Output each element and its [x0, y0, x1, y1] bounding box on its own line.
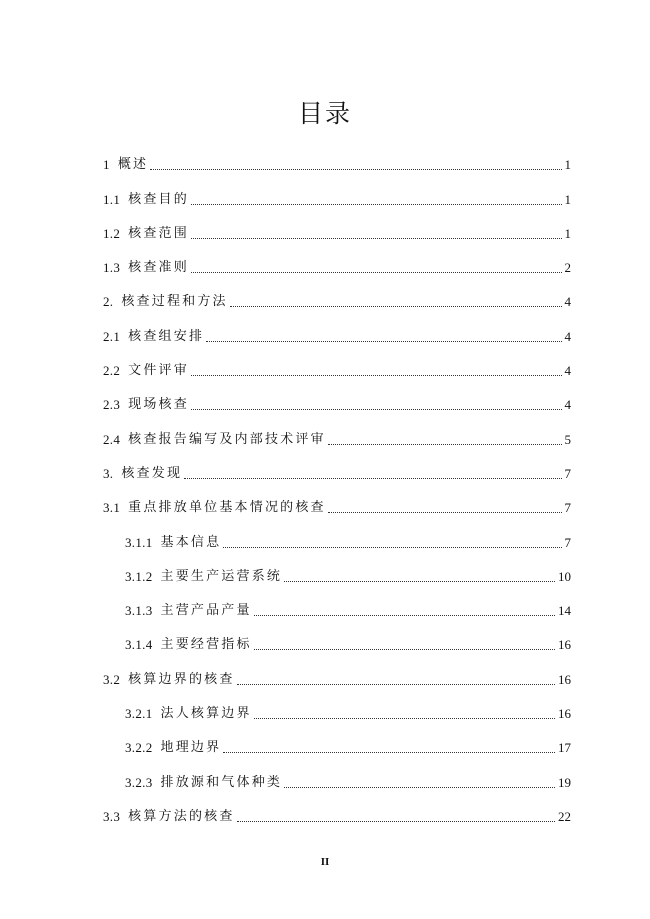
toc-entry[interactable] — [103, 551, 571, 585]
toc-entry-page: 22 — [558, 808, 571, 824]
toc-entry-number: 3.2 — [103, 671, 121, 687]
toc-dot-leader — [328, 443, 562, 445]
toc-dot-leader — [191, 374, 562, 376]
toc-entry-title: 地理边界 — [160, 740, 222, 756]
toc-entry[interactable] — [103, 482, 571, 516]
toc-entry-number: 2.4 — [103, 431, 121, 447]
toc-entry-page: 4 — [564, 363, 571, 379]
toc-entry-number: 2.1 — [103, 328, 121, 344]
toc-entry-number: 3.1.1 — [125, 534, 153, 550]
toc-dot-leader — [191, 408, 562, 410]
toc-entry[interactable] — [103, 379, 571, 413]
toc-entry-title: 法人核算边界 — [160, 706, 252, 722]
toc-entry-number: 3.1.4 — [125, 637, 153, 653]
toc-entry-page: 7 — [564, 534, 571, 550]
toc-entry-title: 核查报告编写及内部技术评审 — [128, 431, 326, 447]
toc-entry-page: 7 — [564, 500, 571, 516]
toc-dot-leader — [254, 614, 555, 616]
toc-entry[interactable] — [103, 139, 571, 173]
toc-entry-number: 3.2.2 — [125, 740, 153, 756]
toc-entry-page: 5 — [564, 431, 571, 447]
toc-entry[interactable] — [103, 208, 571, 242]
toc-entry-title: 核算方法的核查 — [128, 808, 235, 824]
toc-entry-title: 核查发现 — [121, 465, 183, 481]
toc-entry-page: 2 — [564, 260, 571, 276]
toc-entry[interactable] — [103, 276, 571, 310]
toc-entry-number: 2.2 — [103, 363, 121, 379]
toc-entry-title: 核算边界的核查 — [128, 671, 235, 687]
toc-entry-page: 4 — [564, 294, 571, 310]
toc-entry-title: 核查准则 — [128, 260, 189, 276]
toc-entry[interactable] — [103, 619, 571, 653]
toc-entry[interactable] — [103, 310, 571, 344]
toc-entry-number: 3.2.3 — [125, 774, 153, 790]
toc-entry-page: 10 — [558, 568, 571, 584]
toc-entry-number: 1.2 — [103, 225, 121, 241]
toc-entry[interactable] — [103, 585, 571, 619]
toc-entry-page: 16 — [558, 671, 571, 687]
toc-entry[interactable] — [103, 413, 571, 447]
toc-entry[interactable] — [103, 791, 571, 825]
toc-entry-title: 核查组安排 — [128, 328, 205, 344]
toc-entry-number: 3.1 — [103, 500, 121, 516]
toc-entry-title: 主营产品产量 — [160, 603, 252, 619]
toc-entry-page: 1 — [564, 191, 571, 207]
toc-dot-leader — [237, 820, 555, 822]
toc-entry[interactable] — [103, 756, 571, 790]
toc-entry-number: 3.1.2 — [125, 568, 153, 584]
toc-entry[interactable] — [103, 653, 571, 687]
toc-entry-page: 7 — [564, 465, 571, 481]
toc-entry-title: 概述 — [117, 157, 149, 173]
toc-entry-title: 主要经营指标 — [160, 637, 252, 653]
toc-entry-page: 4 — [564, 397, 571, 413]
toc-dot-leader — [254, 717, 555, 719]
toc-entry-page: 1 — [564, 157, 571, 173]
toc-entry-title: 核查范围 — [128, 225, 189, 241]
table-of-contents — [103, 139, 571, 825]
toc-entry-title: 核查过程和方法 — [121, 294, 228, 310]
toc-entry-page: 14 — [558, 603, 571, 619]
toc-entry-page: 16 — [558, 637, 571, 653]
page-number-footer: II — [320, 856, 330, 868]
toc-dot-leader — [191, 203, 562, 205]
toc-entry[interactable] — [103, 242, 571, 276]
toc-dot-leader — [230, 305, 562, 307]
toc-entry-number: 3. — [103, 465, 114, 481]
toc-dot-leader — [254, 648, 555, 650]
toc-entry-number: 3.2.1 — [125, 706, 153, 722]
toc-entry-number: 3.3 — [103, 808, 121, 824]
toc-entry-title: 主要生产运营系统 — [160, 568, 283, 584]
toc-entry[interactable] — [103, 173, 571, 207]
toc-dot-leader — [191, 237, 562, 239]
toc-entry-number: 2.3 — [103, 397, 121, 413]
toc-dot-leader — [328, 511, 562, 513]
toc-entry[interactable] — [103, 448, 571, 482]
toc-entry-page: 17 — [558, 740, 571, 756]
toc-entry-title: 重点排放单位基本情况的核查 — [128, 500, 326, 516]
toc-dot-leader — [223, 751, 555, 753]
toc-entry-number: 1.3 — [103, 260, 121, 276]
toc-entry-number: 1 — [103, 157, 110, 173]
toc-dot-leader — [284, 786, 555, 788]
toc-entry-title: 文件评审 — [128, 363, 189, 379]
toc-dot-leader — [184, 477, 561, 479]
toc-entry[interactable] — [103, 345, 571, 379]
toc-entry-page: 4 — [564, 328, 571, 344]
toc-entry-number: 2. — [103, 294, 114, 310]
toc-entry-number: 1.1 — [103, 191, 121, 207]
toc-dot-leader — [223, 546, 561, 548]
toc-entry[interactable] — [103, 688, 571, 722]
toc-entry[interactable] — [103, 722, 571, 756]
toc-entry-title: 基本信息 — [160, 534, 222, 550]
toc-dot-leader — [191, 271, 562, 273]
toc-entry[interactable] — [103, 516, 571, 550]
toc-entry-page: 16 — [558, 706, 571, 722]
toc-dot-leader — [284, 580, 555, 582]
toc-entry-page: 1 — [564, 225, 571, 241]
toc-entry-title: 核查目的 — [128, 191, 189, 207]
toc-entry-title: 排放源和气体种类 — [160, 774, 283, 790]
page-title: 目录 — [297, 99, 352, 128]
toc-dot-leader — [150, 168, 561, 170]
toc-dot-leader — [206, 340, 561, 342]
toc-entry-title: 现场核查 — [128, 397, 189, 413]
toc-entry-number: 3.1.3 — [125, 603, 153, 619]
toc-dot-leader — [237, 683, 555, 685]
toc-entry-page: 19 — [558, 774, 571, 790]
